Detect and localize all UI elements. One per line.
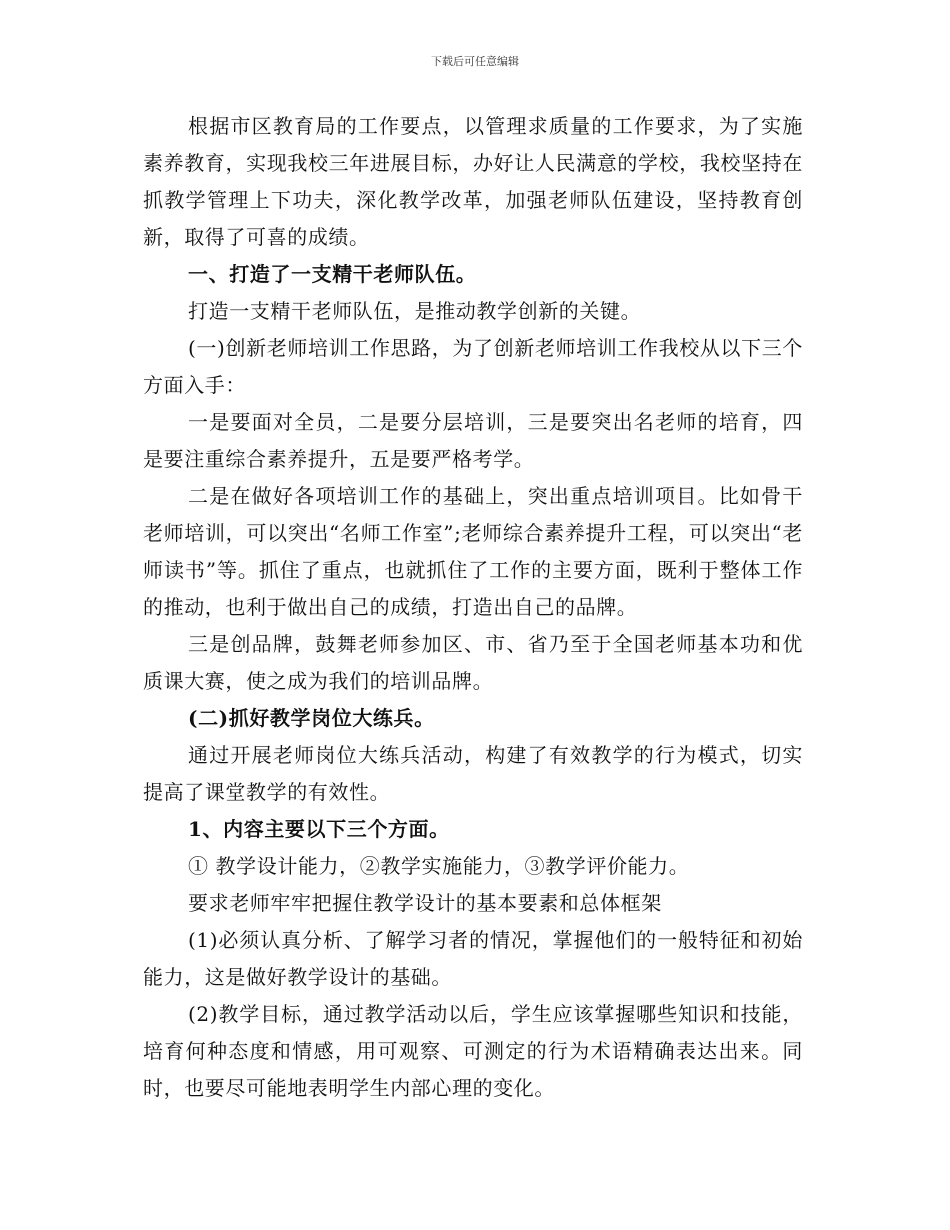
paragraph-intro: 根据市区教育局的工作要点，以管理求质量的工作要求，为了实施素养教育，实现我校三年进展目标，办好让人民满意的学校，我校坚持在抓教学管理上下功夫，深化教学改革，加强老师队伍建设，坚持教育创新，取得了可喜的成绩。	[143, 114, 803, 249]
paragraph: 打造一支精干老师队伍，是推动教学创新的关键。	[188, 299, 642, 323]
section-heading-1: 一、打造了一支精干老师队伍。	[188, 262, 477, 286]
paragraph: (2)教学目标，通过教学活动以后，学生应该掌握哪些知识和技能，培育何种态度和情感，用可观察、可测定的行为术语精确表达出来。同时，也要尽可能地表明学生内部心理的变化。	[143, 1002, 803, 1100]
item-heading-1: 1、内容主要以下三个方面。	[188, 817, 450, 841]
header-note: 下载后可任意编辑	[431, 55, 519, 68]
paragraph: 三是创品牌，鼓舞老师参加区、市、省乃至于全国老师基本功和优质课大赛，使之成为我们的培训品牌。	[143, 632, 803, 693]
subsection-heading-2: (二)抓好教学岗位大练兵。	[188, 706, 435, 730]
paragraph: 一是要面对全员，二是要分层培训，三是要突出名老师的培育，四是要注重综合素养提升，五是要严格考学。	[143, 410, 803, 471]
paragraph: 要求老师牢牢把握住教学设计的基本要素和总体框架	[188, 891, 662, 915]
document-body	[143, 108, 803, 1107]
paragraph: (1)必须认真分析、了解学习者的情况，掌握他们的一般特征和初始能力，这是做好教学设计的基础。	[143, 928, 803, 989]
paragraph: (一)创新老师培训工作思路，为了创新老师培训工作我校从以下三个方面入手：	[143, 336, 803, 397]
paragraph: ① 教学设计能力，②教学实施能力，③教学评价能力。	[188, 854, 690, 878]
paragraph: 通过开展老师岗位大练兵活动，构建了有效教学的行为模式，切实提高了课堂教学的有效性。	[143, 743, 803, 804]
paragraph: 二是在做好各项培训工作的基础上，突出重点培训项目。比如骨干老师培训，可以突出“名师工作室”;老师综合素养提升工程，可以突出“老师读书”等。抓住了重点，也就抓住了工作的主要方面，既利于整体工作的推动，也利于做出自己的成绩，打造出自己的品牌。	[143, 484, 803, 619]
